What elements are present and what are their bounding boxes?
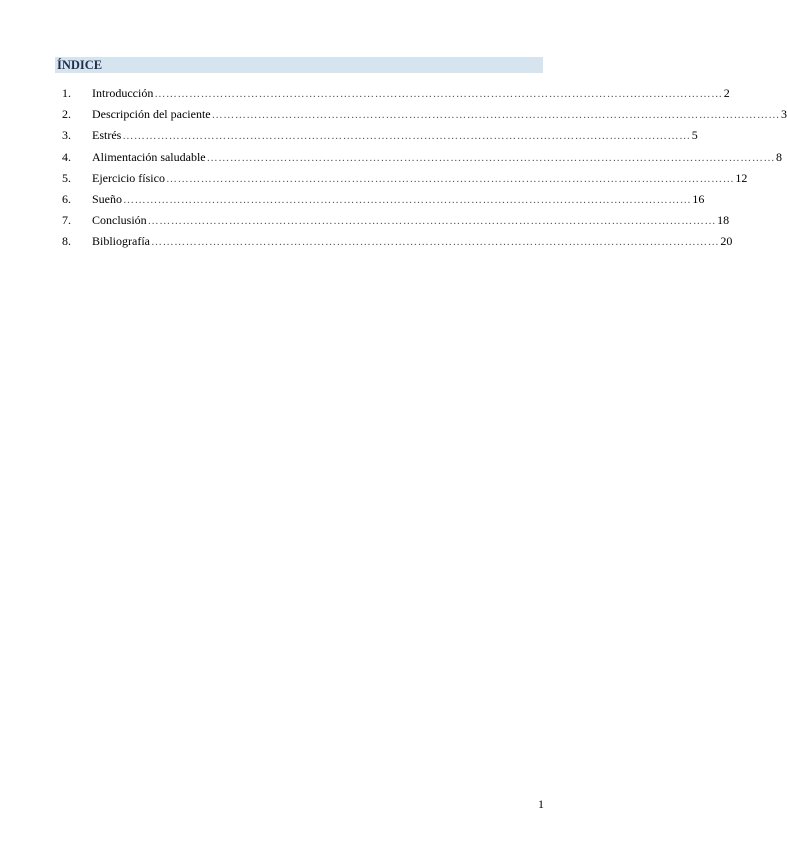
toc-entry-number: 6. [62,191,71,206]
toc-dot-leader: ………………………………………………………………………………………………………………………………… [147,215,717,228]
toc-entry-label: Conclusión [92,213,147,228]
toc-dot-leader: ………………………………………………………………………………………………………………………………… [123,193,692,206]
toc-entry-page: 8 [776,149,783,164]
toc-entry-page: 3 [781,107,787,122]
toc-dot-leader: ………………………………………………………………………………………………………………………………… [154,88,723,100]
toc-dot-leader: ………………………………………………………………………………………………………………………………… [211,109,781,122]
toc-entry-page: 20 [720,234,733,249]
toc-dot-leader: ………………………………………………………………………………………………………………………………… [150,236,720,249]
toc-entry-sueno[interactable] [62,189,705,210]
toc-entry-label: Bibliografía [92,234,150,249]
page-number: 1 [538,797,544,811]
toc-entry-number: 4. [62,149,71,164]
toc-dot-leader: ………………………………………………………………………………………………………………………………… [165,172,735,185]
toc-entry-label: Descripción del paciente [92,107,211,122]
toc-entry-number: 1. [62,86,71,100]
toc-entry-estres[interactable] [62,125,698,146]
toc-entry-introduccion[interactable] [62,83,730,104]
toc-entry-number: 8. [62,234,71,249]
toc-entry-label: Alimentación saludable [92,149,206,164]
table-of-contents [62,83,787,253]
index-title: ÍNDICE [57,58,103,72]
toc-entry-alimentacion-saludable[interactable] [62,147,783,168]
toc-entry-number: 7. [62,213,71,228]
toc-entry-conclusion[interactable] [62,210,730,231]
toc-dot-leader: ………………………………………………………………………………………………………………………………… [206,151,776,164]
toc-dot-leader: ………………………………………………………………………………………………………………………………… [122,130,691,143]
toc-entry-number: 5. [62,170,71,185]
toc-entry-page: 18 [717,213,730,228]
toc-entry-descripcion-del-paciente[interactable] [62,104,787,125]
toc-entry-page: 5 [691,128,698,143]
toc-entry-label: Ejercicio físico [92,170,165,185]
toc-entry-number: 2. [62,107,71,122]
toc-entry-number: 3. [62,128,71,143]
toc-entry-label: Sueño [92,191,122,206]
toc-entry-page: 2 [723,86,730,100]
toc-entry-label: Introducción [92,86,154,100]
toc-entry-label: Estrés [92,128,122,143]
toc-entry-bibliografia[interactable] [62,231,733,252]
toc-entry-page: 12 [735,170,748,185]
toc-entry-page: 16 [692,191,705,206]
index-heading-bar [55,57,543,73]
toc-entry-ejercicio-fisico[interactable] [62,168,748,189]
